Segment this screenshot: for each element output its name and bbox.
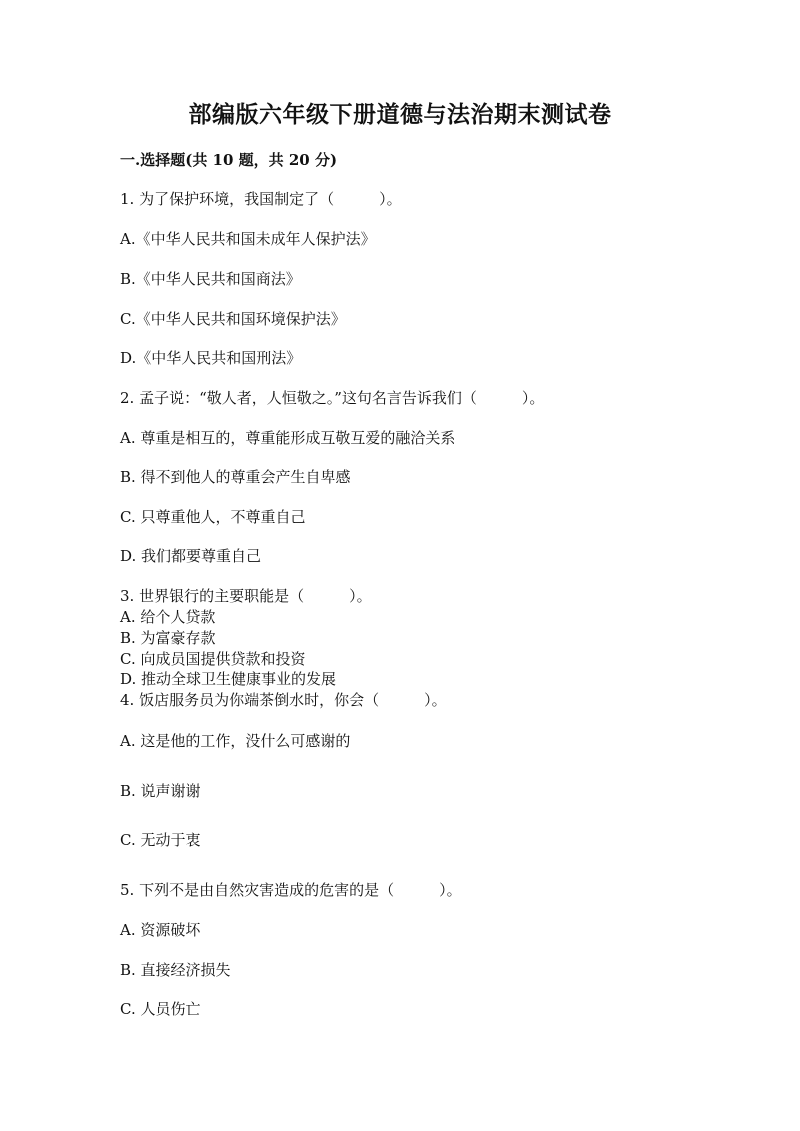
page-title: 部编版六年级下册道德与法治期末测试卷	[188, 101, 612, 128]
question-5-option-c: C. 人员伤亡	[120, 1000, 201, 1018]
question-2-option-c: C. 只尊重他人，不尊重自己	[120, 508, 306, 526]
question-4-stem: 4. 饭店服务员为你端茶倒水时，你会（ ）。	[120, 691, 447, 709]
question-2-option-b: B. 得不到他人的尊重会产生自卑感	[120, 468, 351, 486]
question-2-option-d: D. 我们都要尊重自己	[120, 547, 262, 565]
question-1-option-b: B.《中华人民共和国商法》	[120, 270, 301, 288]
question-1-option-c: C.《中华人民共和国环境保护法》	[120, 310, 346, 328]
question-5-stem: 5. 下列不是由自然灾害造成的危害的是（ ）。	[120, 881, 462, 899]
question-3-option-a: A. 给个人贷款	[120, 608, 216, 626]
section-heading: 一.选择题(共 10 题，共 20 分)	[120, 151, 338, 169]
question-1-option-d: D.《中华人民共和国刑法》	[120, 349, 302, 367]
question-4-option-c: C. 无动于衷	[120, 831, 201, 849]
question-3-option-d: D. 推动全球卫生健康事业的发展	[120, 670, 337, 688]
question-4-option-a: A. 这是他的工作，没什么可感谢的	[120, 732, 351, 750]
question-1-stem: 1. 为了保护环境，我国制定了（ ）。	[120, 190, 402, 208]
question-3-stem: 3. 世界银行的主要职能是（ ）。	[120, 587, 372, 605]
question-5-option-a: A. 资源破坏	[120, 921, 201, 939]
question-1-option-a: A.《中华人民共和国未成年人保护法》	[120, 230, 376, 248]
question-2-option-a: A. 尊重是相互的，尊重能形成互敬互爱的融洽关系	[120, 429, 456, 447]
question-3-option-c: C. 向成员国提供贷款和投资	[120, 650, 306, 668]
question-3-option-b: B. 为富豪存款	[120, 629, 216, 647]
question-5-option-b: B. 直接经济损失	[120, 961, 231, 979]
question-2-stem: 2. 孟子说：“敬人者，人恒敬之。”这句名言告诉我们（ ）。	[120, 389, 545, 407]
question-4-option-b: B. 说声谢谢	[120, 782, 201, 800]
